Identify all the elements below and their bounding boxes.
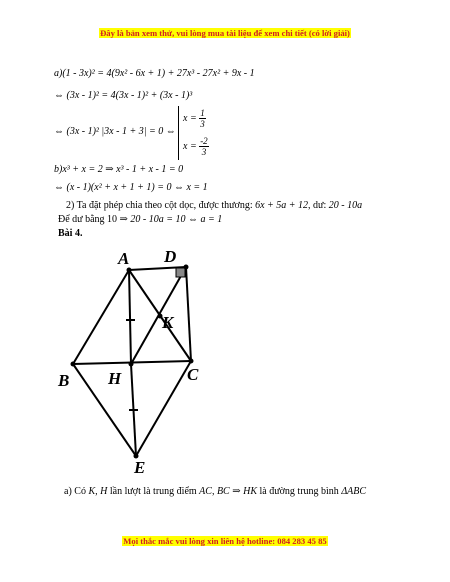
label-C: C bbox=[187, 365, 199, 384]
segment-DC bbox=[186, 267, 191, 361]
label-B: B bbox=[58, 371, 70, 390]
label-H: H bbox=[108, 369, 122, 388]
solution-2-lhs: x = bbox=[183, 140, 200, 152]
figure-lines bbox=[73, 267, 191, 456]
math-line-3: ⇔ (3x - 1)² |3x - 1 + 3| = 0 ⇔ bbox=[54, 126, 176, 137]
division-remainder: 20 - 10a bbox=[328, 200, 363, 211]
solution-1-denominator: 3 bbox=[200, 119, 205, 129]
math-line-4: b)x³ + x = 2 ⇒ x³ - 1 + x - 1 = 0 bbox=[54, 164, 184, 175]
answer-triangle: ΔABC bbox=[341, 486, 367, 497]
answer-text-2: là đường trung bình bbox=[259, 486, 339, 497]
answer-points: K, H bbox=[88, 486, 108, 497]
point-H bbox=[129, 362, 134, 367]
point-D bbox=[184, 265, 189, 270]
solution-2-numerator: -2 bbox=[200, 136, 208, 146]
header-banner-text: Đây là bản xem thử, vui lòng mua tài liệu để xem chi tiết (có lời giải) bbox=[100, 28, 350, 38]
section-title: Bài 4. bbox=[58, 228, 83, 239]
segment-CE bbox=[136, 361, 191, 456]
segment-AB bbox=[73, 270, 129, 364]
answer-text-1: lần lượt là trung điểm bbox=[109, 486, 197, 497]
answer-line bbox=[64, 486, 366, 498]
division-solution: ⇒ 20 - 10a = 10 ⇔ a = 1 bbox=[119, 214, 223, 225]
label-D: D bbox=[164, 247, 177, 266]
point-C bbox=[189, 359, 194, 364]
division-condition: Để dư bằng 10 bbox=[58, 214, 118, 225]
footer-banner-text: Mọi thắc mắc vui lòng xin liên hệ hotline: 084 283 45 85 bbox=[123, 536, 327, 546]
answer-prefix: a) Có bbox=[64, 486, 86, 497]
solution-2-denominator: 3 bbox=[201, 147, 207, 157]
label-E: E bbox=[134, 458, 146, 477]
division-quotient: 6x + 5a + 12 bbox=[255, 200, 309, 211]
footer-banner bbox=[0, 536, 450, 546]
solution-1-lhs: x = bbox=[183, 112, 200, 124]
label-K: K bbox=[162, 313, 174, 332]
math-line-2: ⇔ (3x - 1)² = 4(3x - 1)² + (3x - 1)³ bbox=[54, 90, 193, 101]
point-A bbox=[127, 268, 132, 273]
segment-BE bbox=[73, 364, 136, 456]
segment-AH bbox=[129, 270, 131, 364]
math-line-5: ⇔ (x - 1)(x² + x + 1 + 1) = 0 ⇔ x = 1 bbox=[54, 182, 208, 193]
math-line-1: a)(1 - 3x)² = 4(9x² - 6x + 1) + 27x³ - 27x² + 9x - 1 bbox=[54, 68, 255, 79]
solution-1-numerator: 1 bbox=[200, 108, 205, 118]
answer-segments: AC, BC ⇒ HK bbox=[199, 486, 257, 497]
right-angle-marker bbox=[176, 268, 185, 277]
point-B bbox=[71, 362, 76, 367]
division-remainder-label: , dư: bbox=[308, 200, 327, 211]
label-A: A bbox=[118, 249, 130, 268]
division-intro: 2) Ta đặt phép chia theo cột dọc, được thương: bbox=[66, 200, 253, 211]
